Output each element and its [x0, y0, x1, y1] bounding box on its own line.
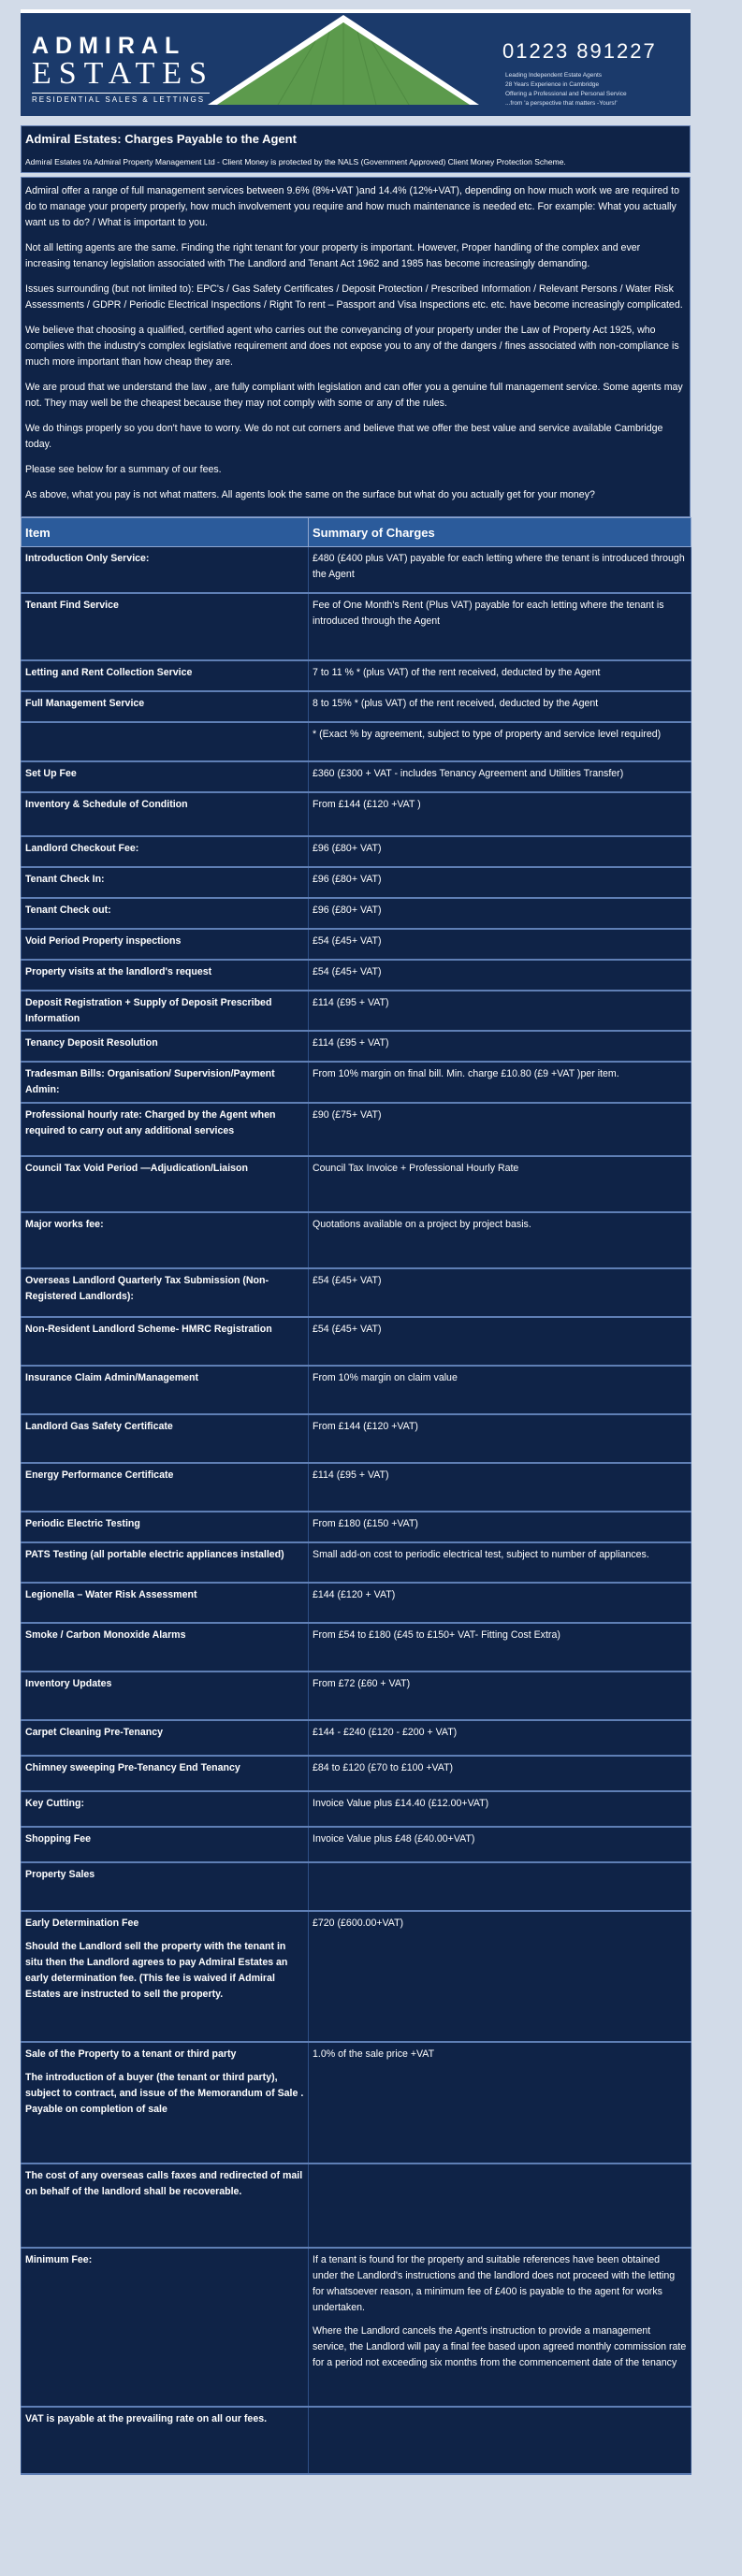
intro-paragraph: We do things properly so you don't have to worry. We do not cut corners and believe that we offer the best value and service available Cambridge today.: [25, 423, 663, 450]
phone-number[interactable]: 01223 891227: [502, 39, 657, 63]
fee-summary-cell: [309, 1317, 691, 1366]
fee-summary-cell: [309, 1911, 691, 2042]
fee-summary-text: If a tenant is found for the property and suitable references have been obtained under the Landlord's instructions and the landlord does not proceed with the letting for whatsoever reason, a minimum fee of £400 is payable to the agent for works undertaken.: [313, 2254, 676, 2313]
fee-item-label: Introduction Only Service:: [25, 553, 150, 564]
fee-item-cell: [22, 1911, 309, 2042]
fee-summary-text: £54 (£45+ VAT): [313, 1324, 382, 1335]
fee-item-cell: [22, 1756, 309, 1791]
logo-line-1: ADMIRAL: [32, 33, 186, 59]
fee-item-cell: [22, 593, 309, 660]
fee-item-label: Void Period Property inspections: [25, 935, 182, 947]
fee-item-label: Tenant Find Service: [25, 600, 119, 611]
page-title: Admiral Estates: Charges Payable to the Agent: [25, 132, 297, 146]
fee-item-cell: [22, 1542, 309, 1583]
fee-summary-cell: [309, 593, 691, 660]
fee-summary-cell: [309, 2407, 691, 2474]
fee-summary-text: £144 (£120 + VAT): [313, 1589, 396, 1600]
fee-summary-cell: [309, 1062, 691, 1103]
intro-paragraph: We are proud that we understand the law , are fully compliant with legislation and can offer you a genuine full management service. Some agents may not. They may well be the cheapest because they may not comply with some or any of the rules.: [25, 382, 683, 409]
fee-item-cell: [22, 1268, 309, 1317]
table-row: [22, 1062, 691, 1103]
fees-table: [21, 517, 691, 2475]
table-row: [22, 2248, 691, 2407]
fee-summary-cell: [309, 691, 691, 722]
fee-summary-text: From £54 to £180 (£45 to £150+ VAT- Fitting Cost Extra): [313, 1629, 560, 1641]
title-box: [21, 125, 691, 173]
fee-item-cell: [22, 1062, 309, 1103]
fee-summary-text: From £180 (£150 +VAT): [313, 1518, 418, 1529]
fee-item-cell: [22, 1720, 309, 1756]
table-row: [22, 1103, 691, 1156]
fee-item-label: Full Management Service: [25, 698, 145, 709]
fee-summary-text: From £144 (£120 +VAT ): [313, 799, 421, 810]
fee-summary-text: 8 to 15% * (plus VAT) of the rent received, deducted by the Agent: [313, 698, 599, 709]
fee-summary-text: From £72 (£60 + VAT): [313, 1678, 411, 1689]
fee-summary-text: £480 (£400 plus VAT) payable for each letting where the tenant is introduced through the Agent: [313, 553, 685, 580]
fee-item-label: Overseas Landlord Quarterly Tax Submission (Non-Registered Landlords):: [25, 1275, 269, 1302]
fee-item-cell: [22, 867, 309, 898]
fee-summary-cell: [309, 898, 691, 929]
table-row: [22, 2164, 691, 2248]
fee-summary-cell: [309, 1212, 691, 1268]
logo-line-2: ESTATES: [32, 56, 214, 91]
fee-item-cell: [22, 1583, 309, 1623]
table-row: [22, 1463, 691, 1512]
fee-item-cell: [22, 722, 309, 761]
tagline-line: Leading Independent Estate Agents: [505, 72, 603, 79]
fee-summary-text: Small add-on cost to periodic electrical test, subject to number of appliances.: [313, 1549, 649, 1560]
tagline-line: Offering a Professional and Personal Service: [505, 91, 627, 97]
fee-item-cell: [22, 2164, 309, 2248]
fee-item-label: Property visits at the landlord's request: [25, 966, 212, 977]
fee-summary-cell: [309, 1031, 691, 1062]
table-row: [22, 929, 691, 960]
fee-summary-cell: [309, 2248, 691, 2407]
table-row: [22, 1720, 691, 1756]
fee-summary-cell: [309, 1414, 691, 1463]
fee-item-label: Energy Performance Certificate: [25, 1469, 174, 1481]
client-money-notice: Admiral Estates t/a Admiral Property Management Ltd - Client Money is protected by the NALS (Government Approved) Client Money Protection Scheme.: [25, 157, 566, 166]
fee-item-label: Inventory & Schedule of Condition: [25, 799, 188, 810]
fee-summary-text: £84 to £120 (£70 to £100 +VAT): [313, 1762, 454, 1773]
table-row: [22, 547, 691, 594]
table-row: [22, 660, 691, 691]
fee-summary-cell: [309, 1542, 691, 1583]
fee-summary-text: From 10% margin on final bill. Min. charge £10.80 (£9 +VAT )per item.: [313, 1068, 619, 1079]
company-logo: [32, 34, 214, 104]
fee-item-label: Legionella – Water Risk Assessment: [25, 1589, 197, 1600]
fee-summary-text: £90 (£75+ VAT): [313, 1109, 382, 1121]
fee-summary-cell: [309, 1862, 691, 1911]
fee-item-label: Non-Resident Landlord Scheme- HMRC Registration: [25, 1324, 272, 1335]
fee-summary-cell: [309, 2042, 691, 2164]
fee-item-label: Council Tax Void Period —Adjudication/Liaison: [25, 1163, 248, 1174]
fee-summary-cell: [309, 2164, 691, 2248]
fee-summary-text: £54 (£45+ VAT): [313, 1275, 382, 1286]
table-row: [22, 1542, 691, 1583]
fee-item-cell: [22, 792, 309, 836]
fee-item-cell: [22, 929, 309, 960]
fee-item-cell: [22, 1827, 309, 1862]
fee-summary-text: From £144 (£120 +VAT): [313, 1421, 418, 1432]
fee-item-label: Carpet Cleaning Pre-Tenancy: [25, 1727, 163, 1738]
fee-summary-cell: [309, 1623, 691, 1672]
house-roof-graphic: [180, 11, 507, 105]
fee-item-cell: [22, 1463, 309, 1512]
intro-section: [21, 177, 691, 517]
fee-item-cell: [22, 1156, 309, 1212]
fee-item-cell: [22, 691, 309, 722]
fee-item-label: Key Cutting:: [25, 1798, 84, 1809]
fee-item-cell: [22, 960, 309, 991]
fee-item-label: Professional hourly rate: Charged by the Agent when required to carry out any additional services: [25, 1109, 276, 1136]
table-row: [22, 2407, 691, 2474]
fee-summary-cell: [309, 1268, 691, 1317]
fee-item-label: PATS Testing (all portable electric appliances installed): [25, 1549, 284, 1560]
fee-summary-text: Invoice Value plus £48 (£40.00+VAT): [313, 1833, 475, 1845]
tagline: [505, 71, 627, 109]
fee-summary-text: £54 (£45+ VAT): [313, 935, 382, 947]
fee-summary-cell: [309, 1827, 691, 1862]
table-row: [22, 1268, 691, 1317]
fee-summary-cell: [309, 867, 691, 898]
fee-item-label: Major works fee:: [25, 1219, 104, 1230]
fee-item-cell: [22, 991, 309, 1031]
intro-paragraph: As above, what you pay is not what matters. All agents look the same on the surface but what do you actually get for your money?: [25, 489, 595, 500]
table-row: [22, 1212, 691, 1268]
fee-item-label: Property Sales: [25, 1869, 95, 1880]
fee-item-label: Shopping Fee: [25, 1833, 92, 1845]
table-row: [22, 1414, 691, 1463]
fee-item-label: Smoke / Carbon Monoxide Alarms: [25, 1629, 186, 1641]
fee-item-cell: [22, 898, 309, 929]
table-row: [22, 960, 691, 991]
table-row: [22, 1156, 691, 1212]
fee-item-cell: [22, 2042, 309, 2164]
table-row: [22, 1672, 691, 1720]
fee-summary-text: From 10% margin on claim value: [313, 1372, 458, 1383]
intro-paragraph: We believe that choosing a qualified, certified agent who carries out the conveyancing of your property under the Law of Property Act 1925, who complies with the industry's complex legislative requirement and does not expose you to any of the dangers / fines associated with non-compliance is much more important than how cheap they are.: [25, 325, 679, 368]
fee-summary-text: £720 (£600.00+VAT): [313, 1918, 404, 1929]
table-row: [22, 898, 691, 929]
table-row: [22, 593, 691, 660]
fee-item-label: Landlord Gas Safety Certificate: [25, 1421, 173, 1432]
fee-summary-text: £96 (£80+ VAT): [313, 904, 382, 916]
fee-item-label: Letting and Rent Collection Service: [25, 667, 193, 678]
tagline-line: 28 Years Experience in Cambridge: [505, 81, 600, 88]
column-header-item: Item: [22, 518, 309, 547]
fee-item-cell: [22, 1317, 309, 1366]
fee-item-cell: [22, 1672, 309, 1720]
fee-summary-cell: [309, 929, 691, 960]
table-row: [22, 1512, 691, 1542]
fee-summary-text: 7 to 11 % * (plus VAT) of the rent received, deducted by the Agent: [313, 667, 601, 678]
fee-item-label: Tenancy Deposit Resolution: [25, 1037, 158, 1049]
fee-item-label: Deposit Registration + Supply of Deposit Prescribed Information: [25, 997, 272, 1024]
fee-item-label: The cost of any overseas calls faxes and redirected of mail on behalf of the landlord shall be recoverable.: [25, 2170, 303, 2197]
table-row: [22, 991, 691, 1031]
fee-item-cell: [22, 1212, 309, 1268]
fee-item-cell: [22, 1862, 309, 1911]
fee-item-label: Tradesman Bills: Organisation/ Supervision/Payment Admin:: [25, 1068, 275, 1095]
fee-summary-cell: [309, 1672, 691, 1720]
fee-summary-cell: [309, 660, 691, 691]
fee-summary-text: Fee of One Month's Rent (Plus VAT) payable for each letting where the tenant is introduced through the Agent: [313, 600, 664, 627]
table-header-row: [22, 518, 691, 547]
table-row: [22, 722, 691, 761]
fee-item-label: Early Determination Fee: [25, 1918, 139, 1929]
logo-line-3: RESIDENTIAL SALES & LETTINGS: [32, 93, 210, 104]
fee-summary-cell: [309, 761, 691, 792]
fee-item-label: Chimney sweeping Pre-Tenancy End Tenancy: [25, 1762, 240, 1773]
fee-summary-cell: [309, 547, 691, 594]
table-row: [22, 1862, 691, 1911]
fee-summary-cell: [309, 1756, 691, 1791]
fee-item-label: Tenant Check out:: [25, 904, 111, 916]
fee-summary-text: Invoice Value plus £14.40 (£12.00+VAT): [313, 1798, 489, 1809]
fee-item-note: The introduction of a buyer (the tenant or third party), subject to contract, and issue of the Memorandum of Sale . Payable on completion of sale: [25, 2072, 304, 2115]
fee-summary-text: £114 (£95 + VAT): [313, 1469, 389, 1481]
table-row: [22, 1031, 691, 1062]
table-row: [22, 1583, 691, 1623]
fee-summary-cell: [309, 1156, 691, 1212]
table-row: [22, 1317, 691, 1366]
fee-summary-cell: [309, 836, 691, 867]
table-row: [22, 1827, 691, 1862]
fee-item-cell: [22, 2248, 309, 2407]
fee-summary-text: Quotations available on a project by project basis.: [313, 1219, 531, 1230]
fee-item-label: VAT is payable at the prevailing rate on all our fees.: [25, 2413, 268, 2424]
fee-summary-text: £96 (£80+ VAT): [313, 874, 382, 885]
fee-summary-cell: [309, 960, 691, 991]
intro-paragraph: Issues surrounding (but not limited to): EPC's / Gas Safety Certificates / Deposit Protection / Prescribed Information / Relevant Persons / Water Risk Assessments / GDPR / Periodic Electrical Inspections / Right To rent – Passport and Visa Inspections etc. etc. have become increasingly complicated.: [25, 283, 683, 311]
fee-item-label: Inventory Updates: [25, 1678, 112, 1689]
page: [21, 9, 691, 2475]
fee-item-note: Should the Landlord sell the property with the tenant in situ then the Landlord agrees to pay Admiral Estates an early determination fee. (This fee is waived if Admiral Estates are instructed to sell the property.: [25, 1941, 288, 2000]
fee-summary-text: £114 (£95 + VAT): [313, 997, 389, 1008]
fee-item-cell: [22, 761, 309, 792]
table-row: [22, 1366, 691, 1414]
fee-summary-cell: [309, 1791, 691, 1827]
fee-summary-text: £54 (£45+ VAT): [313, 966, 382, 977]
fee-item-cell: [22, 1103, 309, 1156]
fee-item-cell: [22, 1414, 309, 1463]
fee-summary-text: * (Exact % by agreement, subject to type of property and service level required): [313, 729, 662, 740]
fee-item-cell: [22, 1791, 309, 1827]
fee-summary-text: £114 (£95 + VAT): [313, 1037, 389, 1049]
fee-summary-cell: [309, 1103, 691, 1156]
fee-item-cell: [22, 836, 309, 867]
fee-item-label: Minimum Fee:: [25, 2254, 93, 2265]
fee-item-cell: [22, 1366, 309, 1414]
fee-item-label: Set Up Fee: [25, 768, 77, 779]
fee-item-cell: [22, 1031, 309, 1062]
fee-item-label: Insurance Claim Admin/Management: [25, 1372, 199, 1383]
fee-summary-text: Council Tax Invoice + Professional Hourly Rate: [313, 1163, 519, 1174]
table-row: [22, 836, 691, 867]
fee-summary-text: 1.0% of the sale price +VAT: [313, 2048, 435, 2060]
table-row: [22, 2042, 691, 2164]
fee-summary-cell: [309, 1366, 691, 1414]
table-row: [22, 691, 691, 722]
fee-summary-cell: [309, 722, 691, 761]
fees-table-body: [22, 547, 691, 2475]
fee-summary-text: £360 (£300 + VAT - includes Tenancy Agreement and Utilities Transfer): [313, 768, 624, 779]
fee-summary-cell: [309, 792, 691, 836]
intro-paragraph: Please see below for a summary of our fees.: [25, 464, 222, 475]
fee-item-label: Tenant Check In:: [25, 874, 105, 885]
header-banner: [21, 9, 691, 116]
tagline-line: ...from 'a perspective that matters -Yours!': [505, 100, 618, 107]
table-row: [22, 1756, 691, 1791]
fee-summary-text: £144 - £240 (£120 - £200 + VAT): [313, 1727, 458, 1738]
fee-summary-cell: [309, 1512, 691, 1542]
table-row: [22, 761, 691, 792]
fee-item-cell: [22, 2407, 309, 2474]
fee-summary-cell: [309, 991, 691, 1031]
fee-item-cell: [22, 1623, 309, 1672]
intro-paragraph: Not all letting agents are the same. Finding the right tenant for your property is important. However, Proper handling of the complex and ever increasing tenancy legislation associated with The Landlord and Tenant Act 1962 and 1985 has become increasingly demanding.: [25, 242, 641, 269]
fee-item-label: Periodic Electric Testing: [25, 1518, 140, 1529]
fee-summary-text: Where the Landlord cancels the Agent's instruction to provide a management service, the Landlord will pay a final fee based upon agreed monthly commission rate for a period not exceeding six months from the commencement date of the tenancy: [313, 2325, 687, 2368]
fee-item-label: Sale of the Property to a tenant or third party: [25, 2048, 237, 2060]
table-row: [22, 1623, 691, 1672]
fee-summary-cell: [309, 1720, 691, 1756]
fee-item-label: Landlord Checkout Fee:: [25, 843, 139, 854]
fee-summary-text: £96 (£80+ VAT): [313, 843, 382, 854]
fee-item-cell: [22, 660, 309, 691]
table-row: [22, 1791, 691, 1827]
fee-item-cell: [22, 1512, 309, 1542]
table-row: [22, 1911, 691, 2042]
table-row: [22, 867, 691, 898]
fee-summary-cell: [309, 1463, 691, 1512]
fee-item-cell: [22, 547, 309, 594]
intro-paragraph: Admiral offer a range of full management services between 9.6% (8%+VAT )and 14.4% (12%+VAT), depending on how much work we are required to do to manage your property properly, how much involvement you require and how much maintenance is needed etc. For example: What you actually want us to do? / What is important to you.: [25, 185, 679, 228]
column-header-summary: Summary of Charges: [309, 518, 691, 547]
fee-summary-cell: [309, 1583, 691, 1623]
table-row: [22, 792, 691, 836]
